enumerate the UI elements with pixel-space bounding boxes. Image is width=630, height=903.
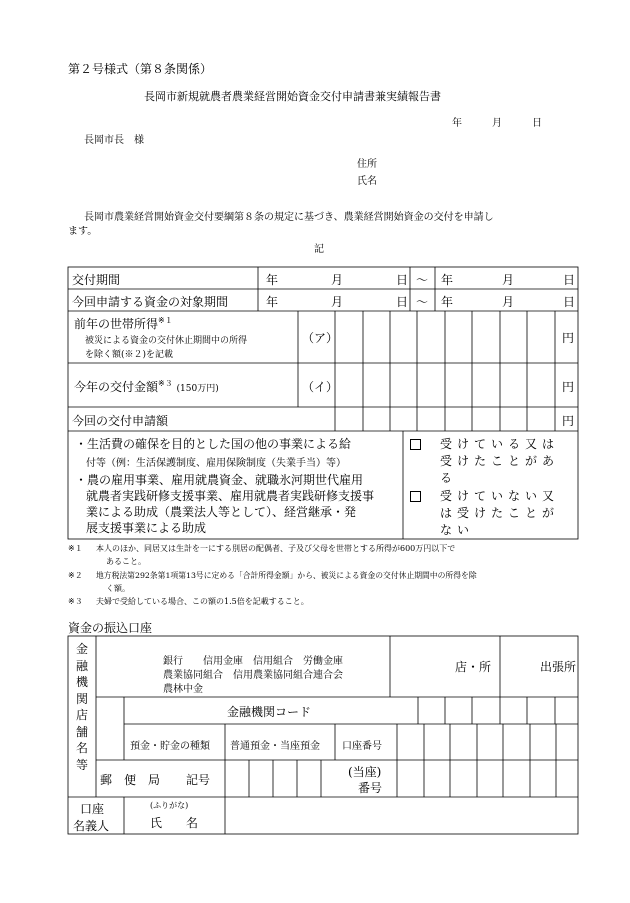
ki-label: 記 — [314, 244, 324, 255]
bank-left-label: 金 融 機 関 店 舗 名 等 — [76, 642, 89, 772]
note-1-mark: ※１ — [68, 544, 83, 553]
name-label: 氏名 — [357, 176, 377, 187]
row1-from-month: 月 — [331, 273, 344, 287]
row2-from-year: 年 — [266, 295, 279, 309]
row2-to-month: 月 — [502, 295, 515, 309]
date-year: 年 — [452, 118, 462, 129]
row2-from-month: 月 — [331, 295, 344, 309]
institution-types-line3: 農林中金 — [163, 684, 203, 695]
row2-to-day: 日 — [563, 295, 576, 309]
form-number: 第２号様式（第８条関係） — [68, 62, 213, 76]
deposit-type-label: 預金・貯金の種類 — [130, 741, 210, 752]
row3-sub-line2: を除く額(※２)を記載 — [85, 350, 174, 360]
row3-note-mark: ※１ — [158, 316, 173, 325]
row4-note: (150万円) — [176, 384, 219, 394]
bank-section-title: 資金の振込口座 — [68, 621, 153, 635]
option-received-line1: 受けている又は — [440, 437, 560, 451]
deposit-type-value: 普通預金・当座預金 — [230, 741, 320, 752]
row1-to-month: 月 — [502, 273, 515, 287]
row6-line3: ・農の雇用事業、雇用就農資金、就職氷河期世代雇用 — [75, 473, 364, 487]
addressee: 長岡市長 様 — [84, 135, 144, 146]
row-this-year-amount-label: 今年の交付金額$^{※3}$ (150万円) — [74, 379, 219, 394]
option-received-line3: る — [440, 471, 453, 485]
row6-line5: 業による助成（農業法人等として）、経営継承・発 — [86, 505, 357, 519]
row6-line4: 就農者実践研修支援事業、雇用就農者実践研修支援事 — [86, 489, 375, 503]
institution-types-line1: 銀行 信用金庫 信用組合 労働金庫 — [163, 656, 343, 667]
post-office-label: 郵 便 局 — [100, 773, 161, 787]
row-kofu-period-label: 交付期間 — [72, 273, 121, 287]
row-apply-amount-label: 今回の交付申請額 — [72, 414, 169, 428]
row2-from-day: 日 — [396, 295, 409, 309]
row1-from-day: 日 — [396, 273, 409, 287]
note-3-text: 夫婦で受給している場合、この額の1.5倍を記載すること。 — [96, 597, 309, 606]
row4-yen: 円 — [562, 380, 575, 394]
institution-types-line2: 農業協同組合 信用農業協同組合連合会 — [163, 670, 343, 681]
row1-to-year: 年 — [441, 273, 454, 287]
body-paragraph-line2: ます。 — [68, 226, 98, 237]
option-received-line2: 受けたことがあ — [440, 454, 560, 468]
row1-from-year: 年 — [266, 273, 279, 287]
body-paragraph-line1: 長岡市農業経営開始資金交付要綱第８条の規定に基づき、農業経営開始資金の交付を申請し — [84, 212, 494, 223]
document-title: 長岡市新規就農者農業経営開始資金交付申請書兼実績報告書 — [144, 90, 441, 103]
note-3-mark: ※３ — [68, 597, 83, 606]
note-2-mark: ※２ — [68, 571, 83, 580]
date-day: 日 — [532, 118, 542, 129]
row1-tilde: ～ — [416, 273, 429, 287]
bank-code-label: 金融機関コード — [227, 705, 312, 719]
note-2-text: 地方税法第292条第1項第13号に定める「合計所得金額」から、被災による資金の交付休止期間中の所得を除 — [96, 571, 477, 580]
number-label: 番号 — [358, 781, 383, 795]
not-received-checkbox[interactable] — [410, 491, 421, 502]
row4-mark-i: （イ） — [302, 380, 339, 394]
row2-tilde: ～ — [416, 295, 429, 309]
furigana-label: (ふりがな) — [150, 801, 189, 810]
row1-to-day: 日 — [563, 273, 576, 287]
branch-label: 店・所 — [455, 660, 492, 674]
symbol-label: 記号 — [186, 773, 211, 787]
sub-branch-label: 出張所 — [540, 660, 577, 674]
note-1-text: 本人のほか、同居又は生計を一にする別居の配偶者、子及び父母を世帯とする所得が600万円以下で — [96, 544, 456, 553]
received-checkbox[interactable] — [410, 439, 421, 450]
option-not-received-line2: は受けたことが — [440, 506, 560, 520]
account-holder-label-1: 口座 — [80, 802, 105, 816]
row-target-period-label: 今回申請する資金の対象期間 — [72, 295, 229, 309]
note-1-text-cont: あること。 — [106, 557, 146, 566]
note-2-text-cont: く額。 — [106, 584, 130, 593]
row6-line2: 付等（例：生活保護制度、雇用保険制度（失業手当）等） — [86, 458, 346, 469]
row5-yen: 円 — [562, 414, 575, 428]
account-holder-label-2: 名義人 — [73, 819, 110, 833]
row4-note-mark: ※３ — [158, 379, 173, 388]
current-account-label: (当座) — [348, 765, 382, 779]
row6-line1: ・生活費の確保を目的とした国の他の事業による給 — [75, 437, 352, 451]
row3-yen: 円 — [562, 331, 575, 345]
row-prev-income-label: 前年の世帯所得$^{※1}$ — [74, 316, 173, 331]
option-not-received-line1: 受けていない又 — [440, 489, 560, 503]
row2-to-year: 年 — [441, 295, 454, 309]
row6-line6: 展支援事業による助成 — [86, 521, 207, 535]
row3-sub-line1: 被災による資金の交付休止期間中の所得 — [85, 336, 248, 346]
date-month: 月 — [492, 118, 502, 129]
address-label: 住所 — [357, 159, 377, 170]
option-not-received-line3: ない — [440, 523, 475, 537]
row3-mark-a: （ア） — [302, 331, 339, 345]
account-number-label: 口座番号 — [342, 741, 382, 752]
holder-name-label: 氏 名 — [150, 816, 199, 830]
